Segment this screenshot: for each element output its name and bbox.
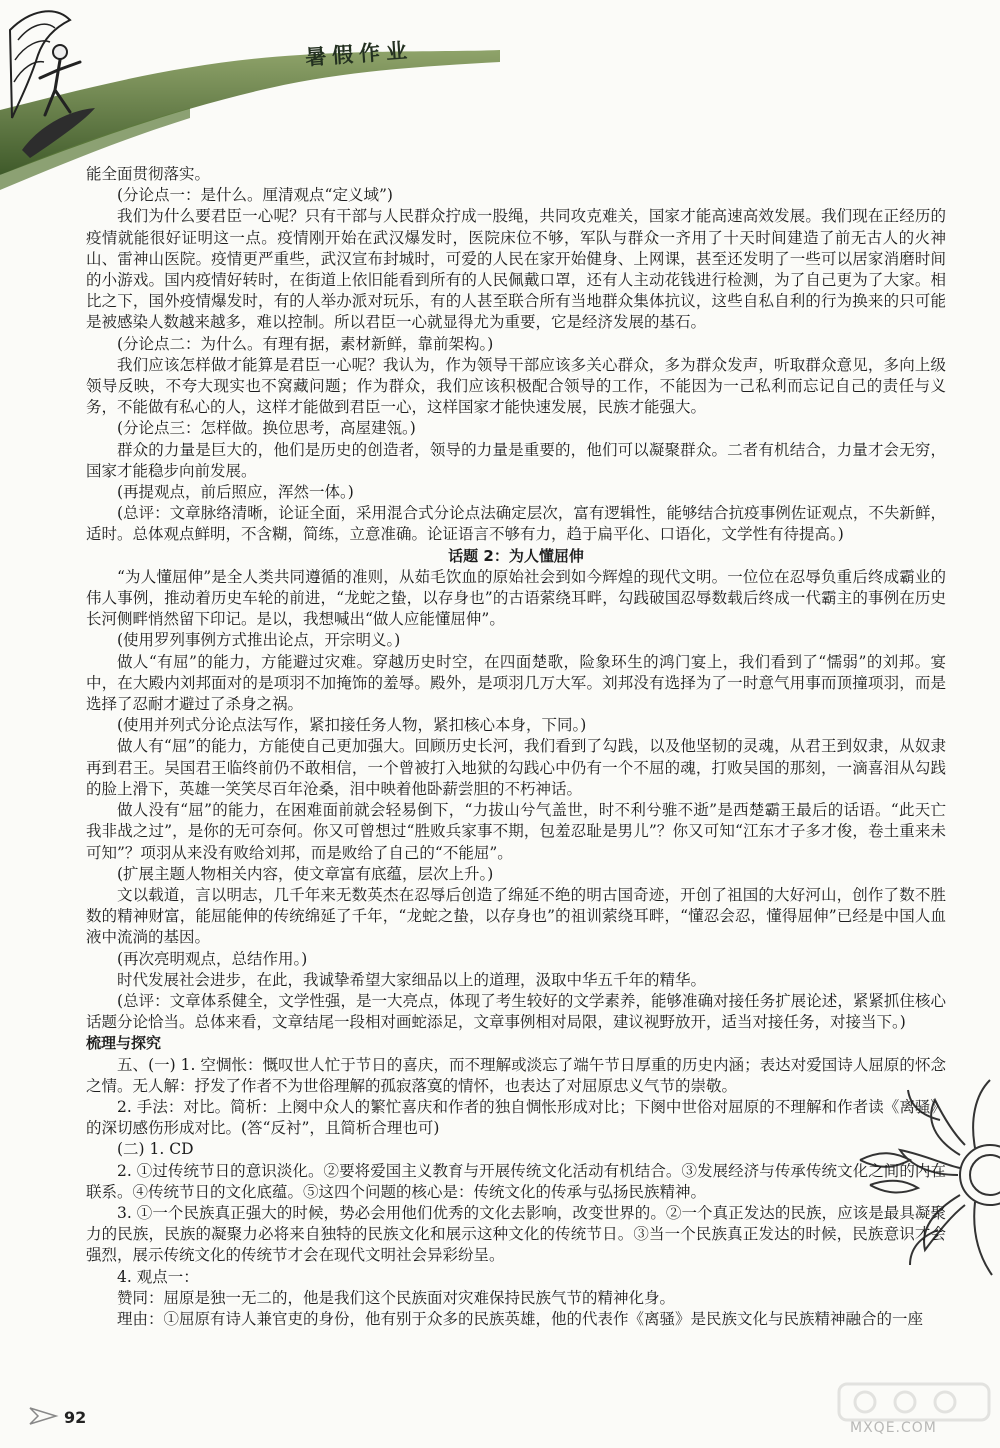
paragraph: 做人“有屈”的能力，方能避过灾难。穿越历史时空，在四面楚歌，险象环生的鸿门宴上，我们看到了“懦弱”的刘邦。宴中，在大殿内刘邦面对的是项羽不加掩饰的羞辱。殿外，是项羽几万大军。刘邦没有选择为了一时意气用事而顶撞项羽，而是选择了忍耐才避过了杀身之祸。 <box>86 652 946 714</box>
paragraph: 群众的力量是巨大的，他们是历史的创造者，领导的力量是重要的，他们可以凝聚群众。二者有机结合，力量才会无穷，国家才能稳步向前发展。 <box>86 440 946 480</box>
answer-item: 4. 观点一： <box>117 1267 199 1286</box>
annotation: (分论点三：怎样做。换位思考，高屋建瓴。) <box>117 419 416 438</box>
annotation: (扩展主题人物相关内容，使文章富有底蕴，层次上升。) <box>117 864 494 883</box>
header-surfer-illustration <box>0 0 500 190</box>
paragraph: 时代发展社会进步，在此，我诚挚希望大家细品以上的道理，汲取中华五千年的精华。 <box>117 970 707 989</box>
paragraph: 文以载道，言以明志，几千年来无数英杰在忍辱后创造了绵延不绝的明古国奇迹，开创了祖国的大好河山，创作了数不胜数的精神财富，能屈能伸的传统绵延了千年，“龙蛇之蛰，以存身也”的祖训萦绕耳畔，“懂忍会忍，懂得屈伸”已经是中国人血液中流淌的基因。 <box>86 885 946 947</box>
watermark-text: MXQE.COM <box>850 1420 937 1436</box>
annotation: (再提观点，前后照应，浑然一体。) <box>117 483 354 502</box>
review-paragraph: (总评：文章体系健全，文学性强，是一大亮点，体现了考生较好的文学素养，能够准确对接任务扩展论述，紧紧抓住核心话题分论恰当。总体来看，文章结尾一段相对画蛇添足，文章事例相对局限，建议视野放开，适当对接任务，对接当下。) <box>86 991 946 1032</box>
answer-item: 2. ①过传统节日的意识淡化。②要将爱国主义教育与开展传统文化活动有机结合。③发展经济与传承传统文化之间的内在联系。④传统节日的文化底蕴。⑤这四个问题的核心是：传统文化的传承与弘扬民族精神。 <box>86 1161 946 1201</box>
section-heading: 梳理与探究 <box>86 1034 162 1053</box>
page-number: 92 <box>64 1408 87 1427</box>
review-paragraph: (总评：文章脉络清晰，论证全面，采用混合式分论点法确定层次，富有逻辑性，能够结合抗疫事例佐证观点，不失新鲜，适时。总体观点鲜明，不含糊，简练，立意准确。论证语言不够有力，趋于扁平化、口语化，文学性有待提高。) <box>86 504 946 544</box>
paragraph: 做人没有“屈”的能力，在困难面前就会轻易倒下，“力拔山兮气盖世，时不利兮骓不逝”是西楚霸王最后的话语。“此天亡我非战之过”，是你的无可奈何。你又可曾想过“胜败兵家事不期，包羞忍耻是男儿”？你又可知“江东才子多才俊，卷土重来未可知”？项羽从来没有败给刘邦，而是败给了自己的“不能屈”。 <box>86 801 946 862</box>
paragraph: 我们应该怎样做才能算是君臣一心呢？我认为，作为领导干部应该多关心群众，多为群众发声，听取群众意见，多向上级领导反映，不夸大现实也不窝藏问题；作为群众，我们应该积极配合领导的工作，不能因为一己私利而忘记自己的责任与义务，不能做有私心的人，这样才能做到君臣一心，这样国家才能快速发展，民族才能强大。 <box>86 355 946 417</box>
paragraph: 能全面贯彻落实。 <box>86 165 211 183</box>
answer-item: 赞同：屈原是独一无二的，他是我们这个民族面对灾难保持民族气节的精神化身。 <box>117 1288 676 1307</box>
annotation: (分论点一：是什么。厘清观点“定义域”) <box>117 186 393 205</box>
watermark-logo <box>835 1380 995 1446</box>
paragraph: “为人懂屈伸”是全人类共同遵循的准则，从茹毛饮血的原始社会到如今辉煌的现代文明。一位位在忍辱负重后终成霸业的伟人事例，推动着历史车轮的前进，“龙蛇之蛰，以存身也”的古语萦绕耳畔，勾践破国忍辱数载后终成一代霸主的事例在历史长河侧畔悄然留下印记。是以，我想喊出“做人应能懂屈伸”。 <box>86 567 946 629</box>
annotation: (再次亮明观点，总结作用。) <box>117 949 308 968</box>
answer-item: 2. 手法：对比。简析：上阕中众人的繁忙喜庆和作者的独自惆怅形成对比；下阕中世俗对屈原的不理解和作者读《离骚》的深切感伤形成对比。(答“反衬”，且简析合理也可) <box>86 1097 946 1138</box>
answer-content <box>86 164 946 1330</box>
answer-item: 五、(一) 1. 空惆怅：慨叹世人忙于节日的喜庆，而不理解或淡忘了端午节日厚重的历史内涵；表达对爱国诗人屈原的怀念之情。无人解：抒发了作者不为世俗理解的孤寂落寞的情怀，也表达了对屈原忠义气节的崇敬。 <box>86 1055 946 1095</box>
topic-heading: 话题 2：为人懂屈伸 <box>448 546 584 565</box>
paragraph: 我们为什么要君臣一心呢？只有干部与人民群众拧成一股绳，共同攻克难关，国家才能高速高效发展。我们现在正经历的疫情就能很好证明这一点。疫情刚开始在武汉爆发时，医院床位不够，军队与群众一齐用了十天时间建造了前无古人的火神山、雷神山医院。疫情更严重些，武汉宣布封城时，可爱的人民在家开始健身、上网课，甚至还发明了一些可以居家消磨时间的小游戏。国内疫情好转时，在街道上依旧能看到所有的人民佩戴口罩，还有人主动花钱进行检测，为了自己更为了大家。相比之下，国外疫情爆发时，有的人举办派对玩乐，有的人甚至联合所有当地群众集体抗议，这些自私自利的行为换来的只可能是被感染人数越来越多，难以控制。所以君臣一心就显得尤为重要，它是经济发展的基石。 <box>86 207 946 332</box>
answer-item: (二) 1. CD <box>117 1140 194 1159</box>
annotation: (分论点二：为什么。有理有据，素材新鲜，靠前架构。) <box>117 334 494 353</box>
answer-item: 理由：①屈原有诗人兼官吏的身份，他有别于众多的民族英雄，他的代表作《离骚》是民族文化与民族精神融合的一座 <box>117 1309 924 1328</box>
answer-item: 3. ①一个民族真正强大的时候，势必会用他们优秀的文化去影响，改变世界的。②一个真正发达的民族，应该是最具凝聚力的民族，民族的凝聚力必将来自独特的民族文化和展示这种文化的传统节日。③当一个民族真正发达的时候，民族意识才会强烈，展示传统文化的传统节才会在现代文明社会异彩纷呈。 <box>86 1203 946 1265</box>
annotation: (使用罗列事例方式推出论点，开宗明义。) <box>117 631 401 650</box>
annotation: (使用并列式分论点法写作，紧扣接任务人物，紧扣核心本身，下同。) <box>117 716 587 735</box>
header-title: 暑假作业 <box>304 38 414 70</box>
paragraph: 做人有“屈”的能力，方能使自己更加强大。回顾历史长河，我们看到了勾践，以及他坚韧的灵魂，从君王到奴隶，从奴隶再到君王。吴国君王临终前仍不敢相信，一个曾被打入地狱的勾践心中仍有一个不屈的魂，打败吴国的那刻，一滴喜泪从勾践的脸上滑下，英雄一笑笑尽百年沧桑，泪中映着他卧薪尝胆的不朽神话。 <box>86 737 946 798</box>
page-arrow-icon <box>28 1404 62 1428</box>
